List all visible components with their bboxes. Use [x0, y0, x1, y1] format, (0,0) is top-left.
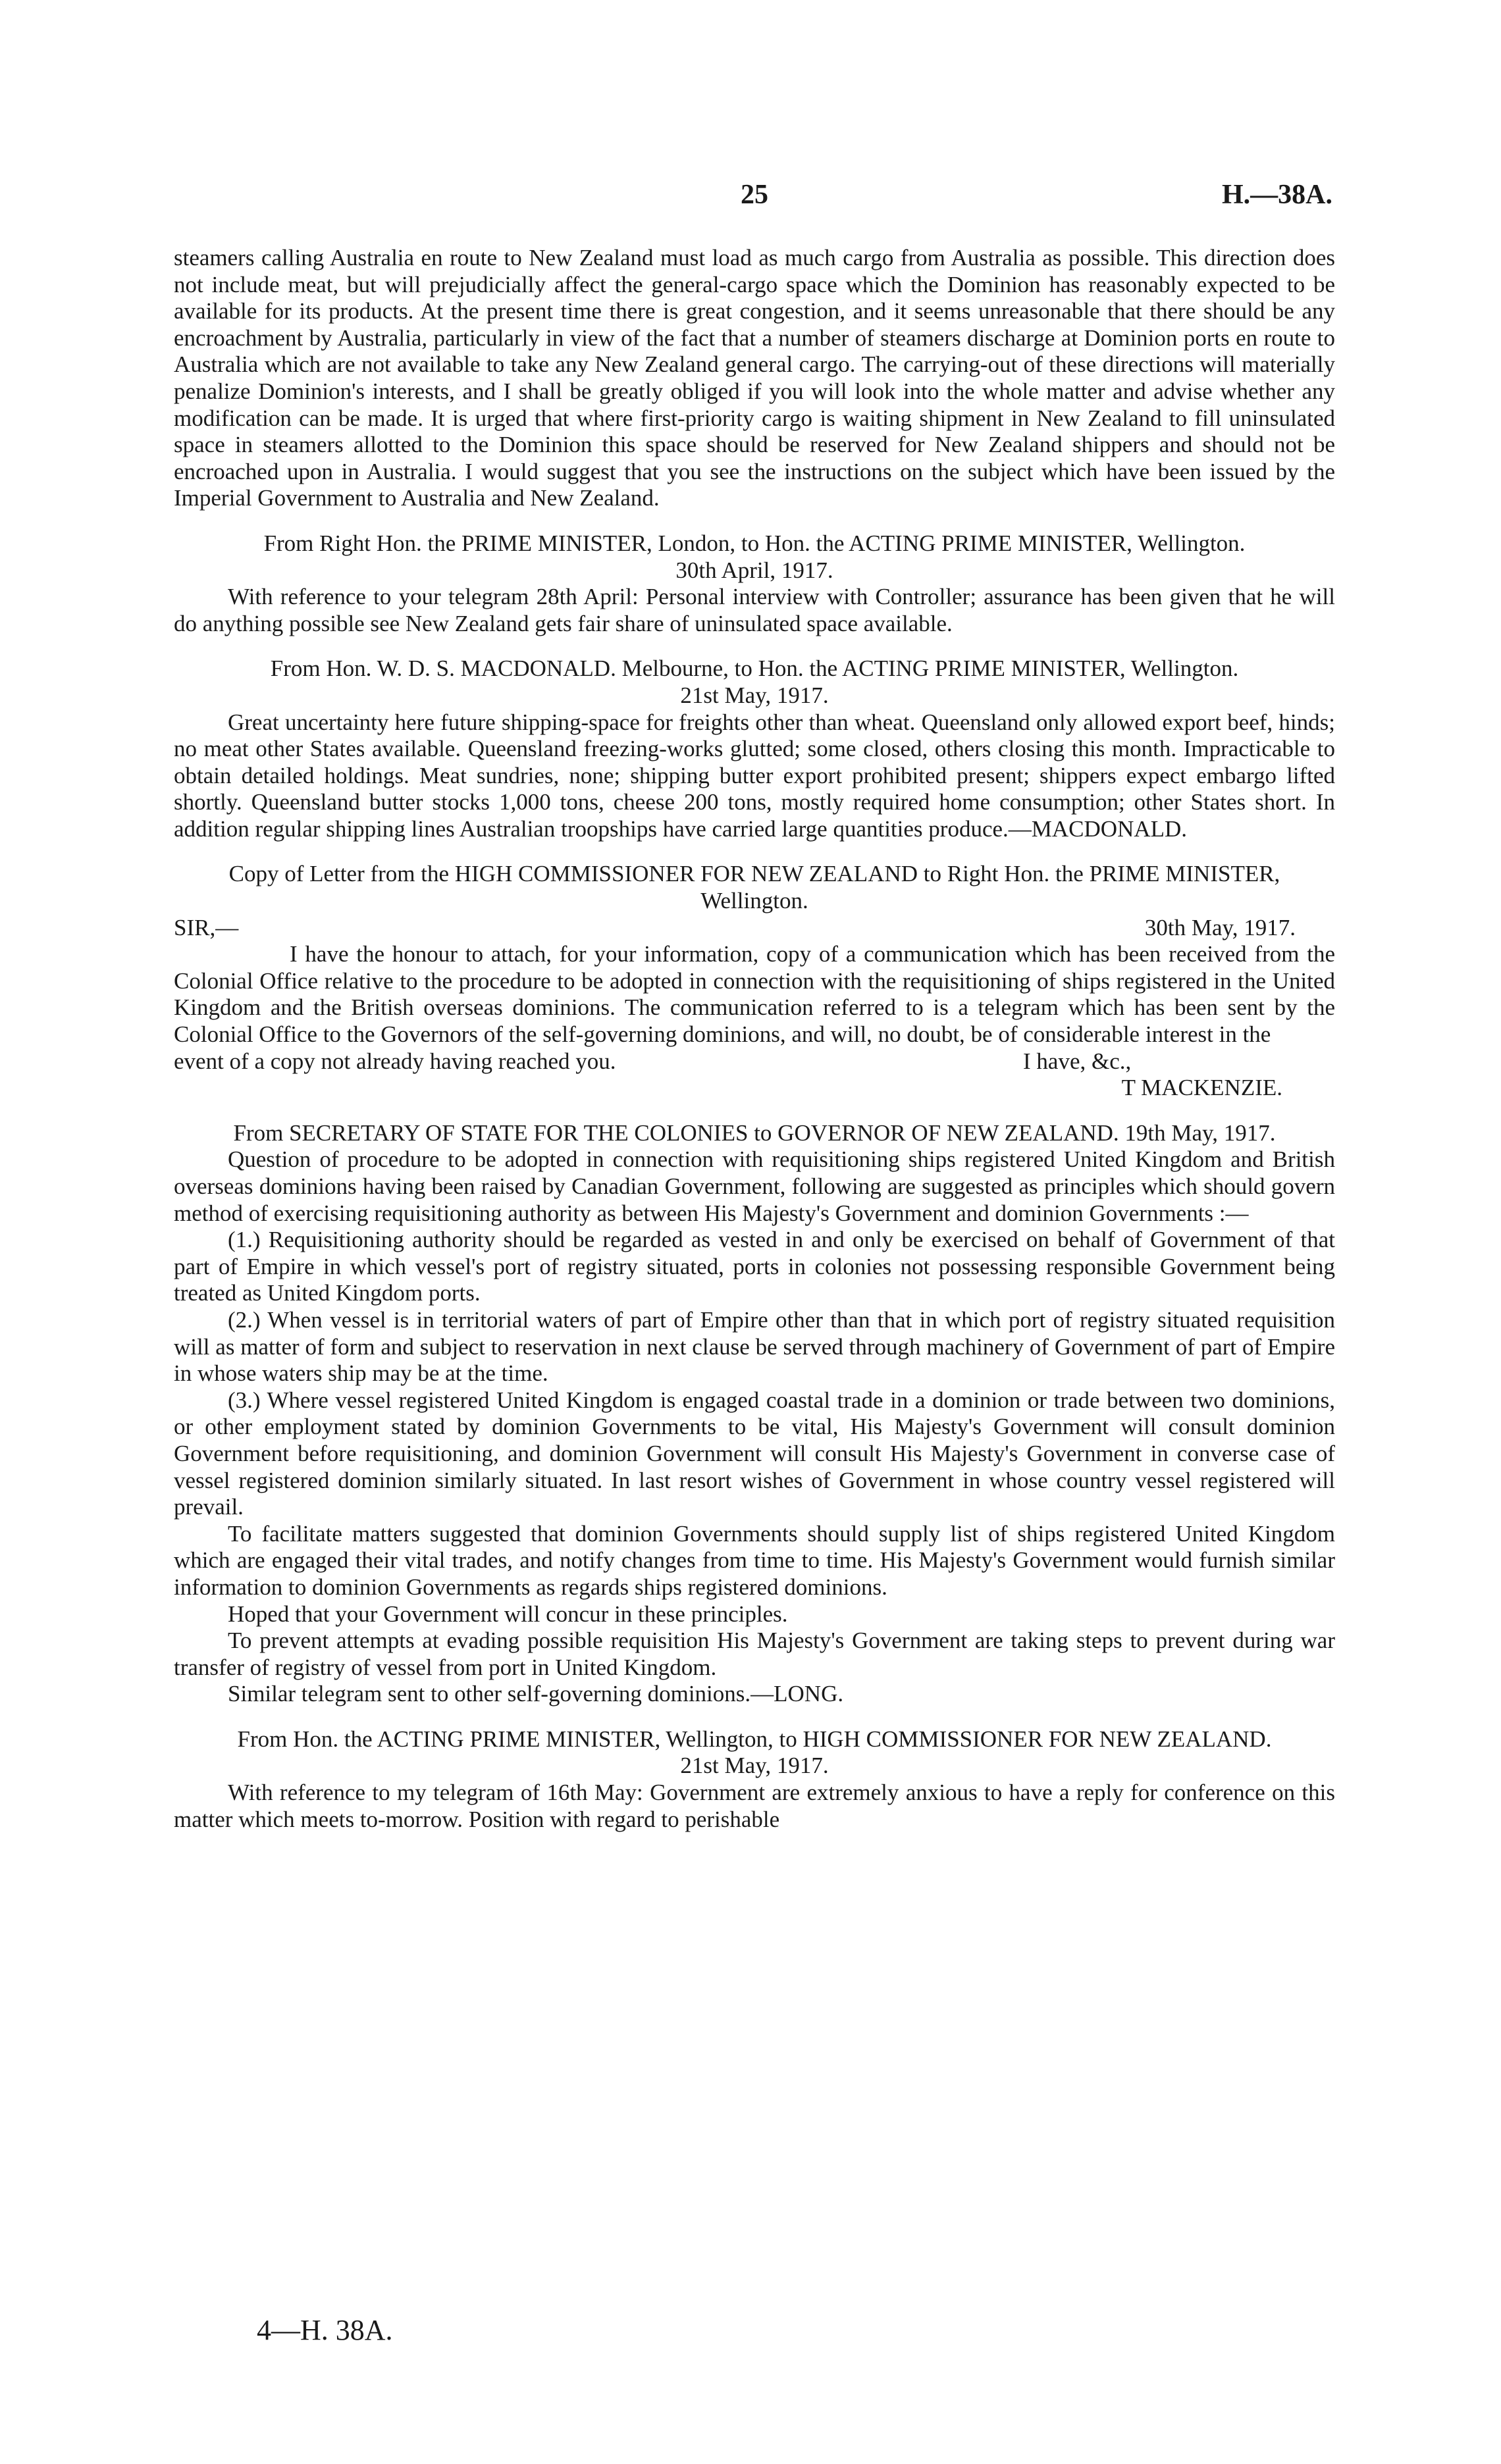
section-4-para-8: Similar telegram sent to other self-governing dominions.—LONG. [228, 1681, 844, 1707]
section-4-para-7: To prevent attempts at evading possible requisition His Majesty's Government are taking steps to prevent during war transfer of registry of vessel from port in United Kingdom. [174, 1628, 1335, 1680]
intro-paragraph: steamers calling Australia en route to New Zealand must load as much cargo from Australia as possible. This direction does not include meat, but will prejudicially affect the general-cargo space which the Dominion has reasonably expected to be available for its products. At the present time there is great congestion, and it seems unreasonable that there should be any encroachment by Australia, particularly in view of the fact that a number of steamers discharge at Dominion ports en route to Australia which are not available to take any New Zealand general cargo. The carrying-out of these directions will materially penalize Dominion's interests, and I shall be greatly obliged if you will look into the whole matter and advise whether any modification can be made. It is urged that where first-priority cargo is waiting shipment in New Zealand to fill uninsulated space in steamers allotted to the Dominion this space should be reserved for New Zealand shippers and should not be encroached upon in Australia. I would suggest that you see the instructions on the subject which have been issued by the Imperial Government to Australia and New Zealand. [174, 245, 1335, 511]
section-4-para-2: (1.) Requisitioning authority should be regarded as vested in and only be exercised on behalf of Government of that part of Empire in which vessel's port of registry situated, ports in colonies not possessing responsible Government being treated as United Kingdom ports. [174, 1227, 1335, 1306]
section-2-heading: From Hon. W. D. S. MACDONALD. Melbourne, to Hon. the ACTING PRIME MINISTER, Wellington. [270, 655, 1239, 682]
section-1-body: With reference to your telegram 28th April: Personal interview with Controller; assurance has been given that he will do anything possible see New Zealand gets fair share of uninsulated space available. [174, 584, 1335, 636]
section-4-para-3: (2.) When vessel is in territorial waters of part of Empire other than that in which port of registry situated requisition will as matter of form and subject to reservation in next clause be served through machinery of Government of part of Empire in whose waters ship may be at the time. [174, 1306, 1335, 1387]
page-header [174, 179, 1335, 225]
section-1-date: 30th April, 1917. [675, 557, 833, 583]
section-4-heading: From SECRETARY OF STATE FOR THE COLONIES to GOVERNOR OF NEW ZEALAND. 19th May, 1917. [233, 1119, 1276, 1146]
document-reference: H.—38A. [1222, 180, 1332, 210]
footer-signature: 4—H. 38A. [257, 2314, 393, 2346]
letter-salutation: SIR,— [174, 914, 239, 940]
section-5-heading: From Hon. the ACTING PRIME MINISTER, Wellington, to HIGH COMMISSIONER FOR NEW ZEALAND. [237, 1726, 1272, 1752]
section-1-heading: From Right Hon. the PRIME MINISTER, London, to Hon. the ACTING PRIME MINISTER, Wellington. [263, 530, 1246, 556]
section-4-para-5: To facilitate matters suggested that dominion Governments should supply list of ships registered United Kingdom which are engaged their vital trades, and notify changes from time to time. His Majesty's Government would furnish similar information to dominion Governments as regards ships registered dominions. [174, 1520, 1335, 1600]
section-3-body: I have the honour to attach, for your information, copy of a communication which has been received from the Colonial Office relative to the procedure to be adopted in connection with the requisitioning of ships registered in the United Kingdom and the British overseas dominions. The communication referred to is a telegram which has been sent by the Colonial Office to the Governors of the self-governing dominions, and will, no doubt, be of considerable interest in the [174, 941, 1335, 1048]
section-4-para-6: Hoped that your Government will concur in these principles. [228, 1601, 788, 1627]
page-number: 25 [741, 180, 768, 210]
section-4-para-4: (3.) Where vessel registered United Kingdom is engaged coastal trade in a dominion or trade between two dominions, or other employment stated by dominion Governments to be vital, His Majesty's Government will consult dominion Government before requisitioning, and dominion Government will consult His Majesty's Government in converse case of vessel registered dominion similarly situated. In last resort wishes of Government in whose country vessel registered will prevail. [174, 1387, 1335, 1520]
section-3-heading: Copy of Letter from the HIGH COMMISSIONER FOR NEW ZEALAND to Right Hon. the PRIME MINISTER, Wellington. [228, 861, 1280, 914]
document-body [174, 245, 1335, 1833]
section-2-body: Great uncertainty here future shipping-space for freights other than wheat. Queensland only allowed export beef, hinds; no meat other States available. Queensland freezing-works glutted; some closed, others closing this month. Impracticable to obtain detailed holdings. Meat sundries, none; shipping butter export prohibited present; shippers expect embargo lifted shortly. Queensland butter stocks 1,000 tons, cheese 200 tons, mostly required home consumption; other States short. In addition regular shipping lines Australian troopships have carried large quantities produce.—MACDONALD. [174, 709, 1335, 842]
section-3-body-last: event of a copy not already having reached you. [174, 1048, 616, 1074]
letter-salutation-row [174, 915, 1335, 942]
letter-date: 30th May, 1917. [1144, 914, 1296, 940]
section-5-date: 21st May, 1917. [680, 1753, 829, 1779]
section-4-para-1: Question of procedure to be adopted in connection with requisitioning ships registered United Kingdom and British overseas dominions having been raised by Canadian Government, following are suggested as principles which should govern method of exercising requisitioning authority as between His Majesty's Government and dominion Governments :— [174, 1146, 1335, 1226]
section-5-body: With reference to my telegram of 16th May: Government are extremely anxious to have a reply for conference on this matter which meets to-morrow. Position with regard to perishable [174, 1780, 1335, 1832]
letter-closing-row [174, 1048, 1335, 1075]
section-2-date: 21st May, 1917. [680, 682, 829, 708]
letter-closing: I have, &c., [1023, 1048, 1132, 1074]
letter-signer: T MACKENZIE. [1121, 1075, 1282, 1101]
